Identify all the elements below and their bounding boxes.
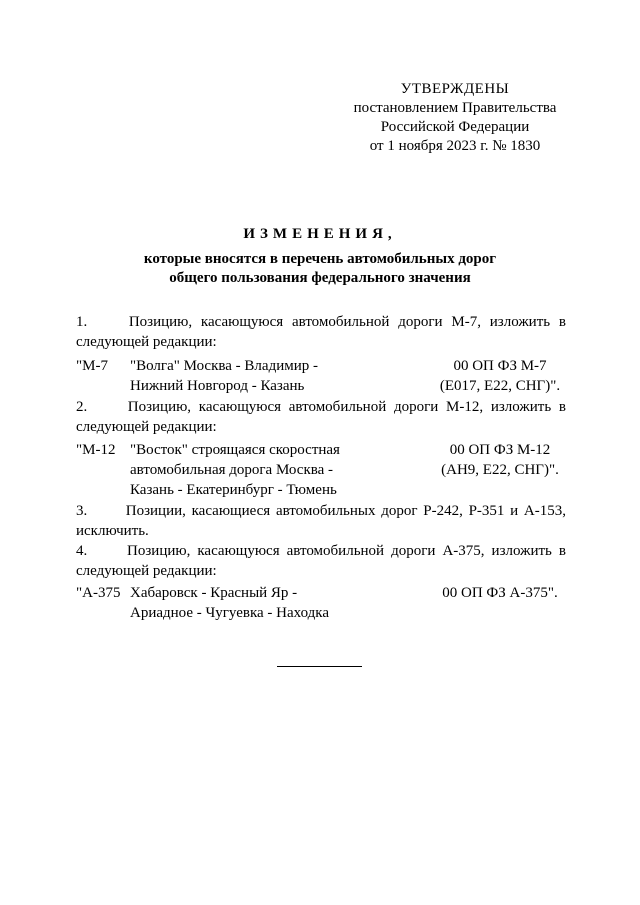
item-number: 3. xyxy=(76,503,88,519)
road-name-line: Казань - Екатеринбург - Тюмень xyxy=(130,482,337,498)
approval-line: постановлением Правительства xyxy=(353,100,557,116)
road-identifier xyxy=(410,356,590,396)
road-name-line: "Восток" строящаяся скоростная xyxy=(130,442,340,458)
road-name xyxy=(130,440,380,500)
road-name-line: автомобильная дорога Москва - xyxy=(130,462,334,478)
item-paragraph xyxy=(76,312,566,352)
item-paragraph xyxy=(76,501,566,541)
item-text: Позицию, касающуюся автомобильной дороги А-375, изложить в следующей редакции: xyxy=(76,543,567,579)
item-text: Позицию, касающуюся автомобильной дороги М-12, изложить в следующей редакции: xyxy=(76,399,567,435)
road-identifier-line: (АН9, Е22, СНГ)". xyxy=(441,462,559,478)
item-number: 2. xyxy=(76,399,88,415)
item-number: 4. xyxy=(76,543,88,559)
item-paragraph xyxy=(76,397,566,437)
road-name-line: "Волга" Москва - Владимир - xyxy=(130,358,318,374)
road-identifier-line: (Е017, Е22, СНГ)". xyxy=(439,378,561,394)
road-name xyxy=(130,356,380,396)
road-identifier xyxy=(410,440,590,480)
road-code: "М-7 xyxy=(76,358,108,374)
closing-rule xyxy=(277,666,362,667)
subtitle-line: которые вносятся в перечень автомобильных дорог xyxy=(143,251,497,267)
road-identifier-line: 00 ОП ФЗ М-12 xyxy=(449,442,551,458)
subtitle-line: общего пользования федерального значения xyxy=(169,270,471,286)
item-text: Позицию, касающуюся автомобильной дороги М-7, изложить в следующей редакции: xyxy=(76,314,566,350)
road-code: "М-12 xyxy=(76,442,116,458)
item-paragraph xyxy=(76,541,566,581)
approval-date: от 1 ноября 2023 г. № 1830 xyxy=(369,138,541,154)
road-identifier xyxy=(410,583,590,603)
road-name xyxy=(130,583,380,623)
road-code: "А-375 xyxy=(76,585,121,601)
approval-heading: УТВЕРЖДЕНЫ xyxy=(400,81,510,97)
document-subtitle xyxy=(80,250,560,288)
road-name-line: Нижний Новгород - Казань xyxy=(130,378,305,394)
approval-line: Российской Федерации xyxy=(380,119,530,135)
document-title: ИЗМЕНЕНИЯ, xyxy=(243,226,397,242)
road-identifier-line: 00 ОП ФЗ М-7 xyxy=(453,358,547,374)
road-identifier-line: 00 ОП ФЗ А-375". xyxy=(442,585,558,601)
approval-block xyxy=(330,80,580,156)
road-name-line: Ариадное - Чугуевка - Находка xyxy=(130,605,330,621)
item-number: 1. xyxy=(76,314,88,330)
item-text: Позиции, касающиеся автомобильных дорог Р-242, Р-351 и А-153, исключить. xyxy=(76,503,567,539)
road-name-line: Хабаровск - Красный Яр - xyxy=(130,585,298,601)
